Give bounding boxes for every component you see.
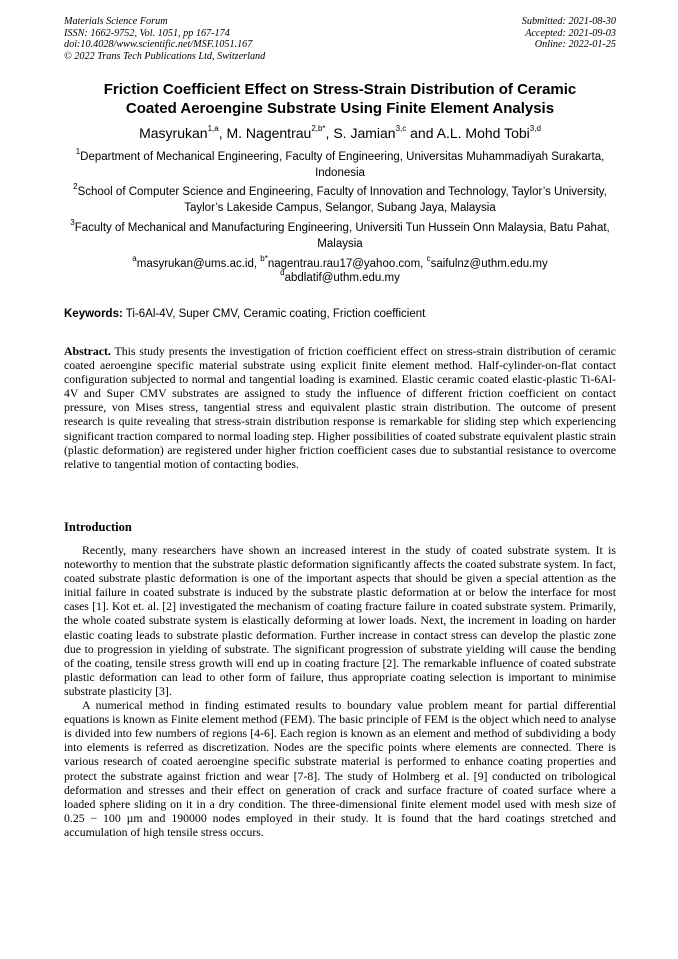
email-line-1 bbox=[64, 254, 616, 271]
submission-dates bbox=[522, 16, 616, 51]
author-affil-sup: 3,c bbox=[395, 124, 407, 134]
affiliation-text: Faculty of Mechanical and Manufacturing Engineering, Universiti Tun Hussein Onn Malaysia, Batu Pahat, Malaysia bbox=[74, 222, 610, 250]
author-name: Masyrukan bbox=[139, 125, 208, 141]
affiliation-1 bbox=[64, 147, 616, 181]
email-line-2 bbox=[64, 268, 616, 285]
author-sep: , bbox=[325, 125, 334, 141]
author-sep: and bbox=[406, 125, 437, 141]
journal-issn: ISSN: 1662-9752, Vol. 1051, pp 167-174 bbox=[64, 27, 230, 39]
author-emails bbox=[64, 254, 616, 285]
journal-name: Materials Science Forum bbox=[64, 16, 168, 27]
affiliation-sup: 1 bbox=[75, 147, 81, 157]
date-submitted: Submitted: 2021-08-30 bbox=[521, 16, 616, 27]
email-d: abdlatif@uthm.edu.my bbox=[284, 272, 400, 284]
email-sup: b* bbox=[260, 254, 268, 264]
intro-paragraph-1: Recently, many researchers have shown an increased interest in the study of coated substrate system. It is noteworthy to mention that the substrate plastic deformation significantly affects the coated substrate system. In fact, coated substrate plastic deformation is one of the important aspects that should be given a special attention as the initial failure in coated substrate is induced by the substrate plastic deformation at or below the interface for most cases [1]. Kot et. al. [2] investigated the mechanism of coating fracture failure in coated substrate system. Primarily, the whole coated substrate system is elastically deforming at lower loads. Next, the increment in loading on harder elastic coating leads to substrate plastic deformation. Further increase in contact stress can develop the plastic zone due to progression in yielding of substrate. The significant progression of substrate yielding will cause the bending of the coating, tensile stress growth will end up in coating fracture [2]. The remarkable influence of coated substrate plastic deformation can lead to other form of failure, thus appropriate coating selection is important to minimise substrate plasticity [3]. bbox=[64, 543, 616, 698]
section-heading-introduction: Introduction bbox=[64, 520, 132, 534]
affiliation-3 bbox=[64, 218, 616, 252]
abstract-text: This study presents the investigation of friction coefficient effect on stress-strain distribution of ceramic coated aeroengine specific material substrate using explicit finite element method. Half-cylinder-on-flat contact configuration subjected to normal and tangential loading is examined. Elastic ceramic coated elastic-plastic Ti-6Al-4V and Super CMV substrates are assigned to study the influence of different friction coefficient on contact pressure, von Mises stress, tangential stress and equivalent plastic strain distribution. The outcome of present research is quite revealing that stress-strain distribution response is remarkable for sliding step which experiencing significant traction compared to normal loading step. Higher possibilities of coated substrate equivalent plastic strain (plastic deformation) are registered under higher friction coefficient cases due to substantial resistance to overcome relative to tangential motion of contacting bodies. bbox=[64, 344, 616, 471]
paper-title bbox=[64, 80, 616, 118]
affiliation-sup: 3 bbox=[70, 218, 75, 228]
email-sup: a bbox=[132, 254, 137, 264]
author-name: S. Jamian bbox=[333, 125, 396, 141]
title-line-1: Friction Coefficient Effect on Stress-Strain Distribution of Ceramic bbox=[103, 81, 577, 98]
email-a: masyrukan@ums.ac.id, bbox=[136, 258, 261, 270]
intro-paragraph-2: A numerical method in finding estimated results to boundary value problem meant for partial differential equations is known as Finite element method (FEM). The basic principle of FEM is the object which need to analyse is divided into few numbers of regions [4-6]. Each region is known as an element and method of subdividing a body into elements is referred as discretization. Nodes are the specific points where elements are connected. There is various research of coated aeroengine specific substrate material is performed to enhance coating properties and protect the substrate against friction and wear [7-8]. The study of Holmberg et al. [9] conducted on tribological deformation and stresses and their effect on generation of crack and surface fracture of coated surface where a loaded sphere sliding on it in a dry condition. The three-dimensional finite element model used with mesh size of 0.25 − 100 µm and 190000 nodes employed in their study. It is found that the hard coatings stretched and accumulation of high tensile stress occurs. bbox=[64, 698, 616, 839]
author-affil-sup: 2,b* bbox=[311, 124, 326, 134]
journal-copyright: © 2022 Trans Tech Publications Ltd, Switzerland bbox=[64, 50, 266, 62]
abstract-label: Abstract. bbox=[64, 344, 111, 358]
email-sup: c bbox=[426, 254, 431, 264]
email-b: nagentrau.rau17@yahoo.com, bbox=[267, 258, 427, 270]
keywords-label: Keywords: bbox=[64, 308, 123, 320]
title-line-2: Coated Aeroengine Substrate Using Finite Element Analysis bbox=[125, 100, 555, 117]
affiliation-2 bbox=[64, 182, 616, 216]
affiliation-sup: 2 bbox=[73, 182, 78, 192]
keywords-text: Ti-6Al-4V, Super CMV, Ceramic coating, Friction coefficient bbox=[122, 308, 426, 320]
author-affil-sup: 3,d bbox=[529, 124, 541, 134]
abstract-paragraph bbox=[64, 344, 616, 471]
author-affil-sup: 1,a bbox=[207, 124, 219, 134]
author-name: M. Nagentrau bbox=[226, 125, 312, 141]
journal-info bbox=[64, 16, 265, 62]
journal-doi: doi:10.4028/www.scientific.net/MSF.1051.167 bbox=[64, 39, 253, 50]
email-sup: d bbox=[280, 268, 285, 278]
author-list bbox=[64, 124, 616, 142]
date-accepted: Accepted: 2021-09-03 bbox=[525, 27, 616, 39]
affiliation-text: School of Computer Science and Engineering, Faculty of Innovation and Technology, Taylor’s University, Taylor’s Lakeside Campus, Selangor, Subang Jaya, Malaysia bbox=[77, 186, 607, 214]
abstract bbox=[64, 344, 616, 471]
introduction-body bbox=[64, 543, 616, 839]
affiliation-text: Department of Mechanical Engineering, Faculty of Engineering, Universitas Muhammadiyah Surakarta, Indonesia bbox=[80, 151, 605, 179]
author-sep: , bbox=[218, 125, 227, 141]
keywords bbox=[64, 307, 616, 322]
author-name: A.L. Mohd Tobi bbox=[436, 125, 530, 141]
date-online: Online: 2022-01-25 bbox=[534, 39, 616, 50]
email-c: saifulnz@uthm.edu.my bbox=[430, 258, 548, 270]
